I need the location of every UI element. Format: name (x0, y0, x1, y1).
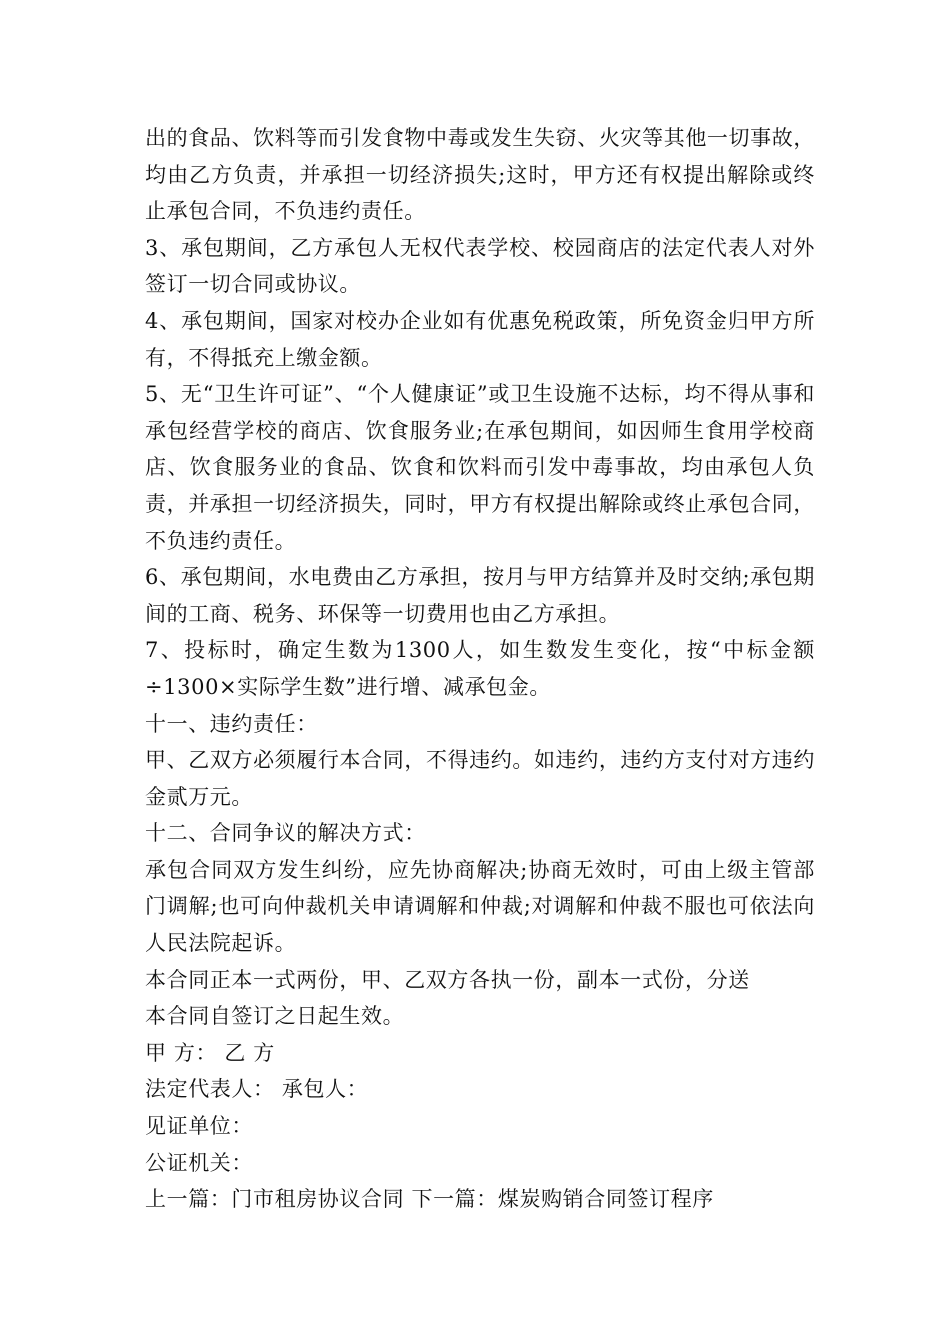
signature-representatives: 法定代表人： 承包人： (145, 1077, 369, 1102)
paragraph-effective: 本合同自签订之日起生效。 (145, 1004, 405, 1029)
paragraph-clause-6: 6、承包期间，水电费由乙方承担，按月与甲方结算并及时交纳;承包期间的工商、税务、环保等一切费用也由乙方承担。 (145, 565, 815, 626)
section-heading-breach: 十一、违约责任： (145, 711, 318, 736)
paragraph-dispute: 承包合同双方发生纠纷，应先协商解决;协商无效时，可由上级主管部门调解;也可向仲裁机关申请调解和仲裁;对调解和仲裁不服也可依法向人民法院起诉。 (145, 857, 815, 956)
signature-parties: 甲 方： 乙 方 (145, 1040, 275, 1065)
document-body (145, 120, 815, 1218)
paragraph-liability: 出的食品、饮料等而引发食物中毒或发生失窃、火灾等其他一切事故，均由乙方负责，并承担一切经济损失;这时，甲方还有权提出解除或终止承包合同，不负违约责任。 (145, 126, 815, 224)
paragraph-clause-5: 5、无“卫生许可证”、“个人健康证”或卫生设施不达标，均不得从事和承包经营学校的商店、饮食服务业;在承包期间，如因师生食用学校商店、饮食服务业的食品、饮食和饮料而引发中毒事故，均由承包人负责，并承担一切经济损失，同时，甲方有权提出解除或终止承包合同，不负违约责任。 (145, 382, 815, 553)
paragraph-clause-3: 3、承包期间，乙方承包人无权代表学校、校园商店的法定代表人对外签订一切合同或协议。 (145, 235, 815, 297)
signature-notary: 公证机关： (145, 1150, 253, 1175)
paragraph-clause-7: 7、投标时，确定生数为1300人，如生数发生变化，按“中标金额÷1300×实际学生数”进行增、减承包金。 (145, 638, 815, 699)
paragraph-breach: 甲、乙双方必须履行本合同，不得违约。如违约，违约方支付对方违约金贰万元。 (145, 748, 815, 809)
section-heading-dispute: 十二、合同争议的解决方式： (145, 821, 426, 846)
signature-witness: 见证单位： (145, 1114, 253, 1139)
paragraph-clause-4: 4、承包期间，国家对校办企业如有优惠免税政策，所免资金归甲方所有，不得抵充上缴金额。 (145, 308, 815, 370)
prev-next-navigation[interactable]: 上一篇：门市租房协议合同 下一篇：煤炭购销合同签订程序 (145, 1187, 714, 1212)
paragraph-copies: 本合同正本一式两份，甲、乙双方各执一份，副本一式份，分送 (145, 967, 750, 992)
